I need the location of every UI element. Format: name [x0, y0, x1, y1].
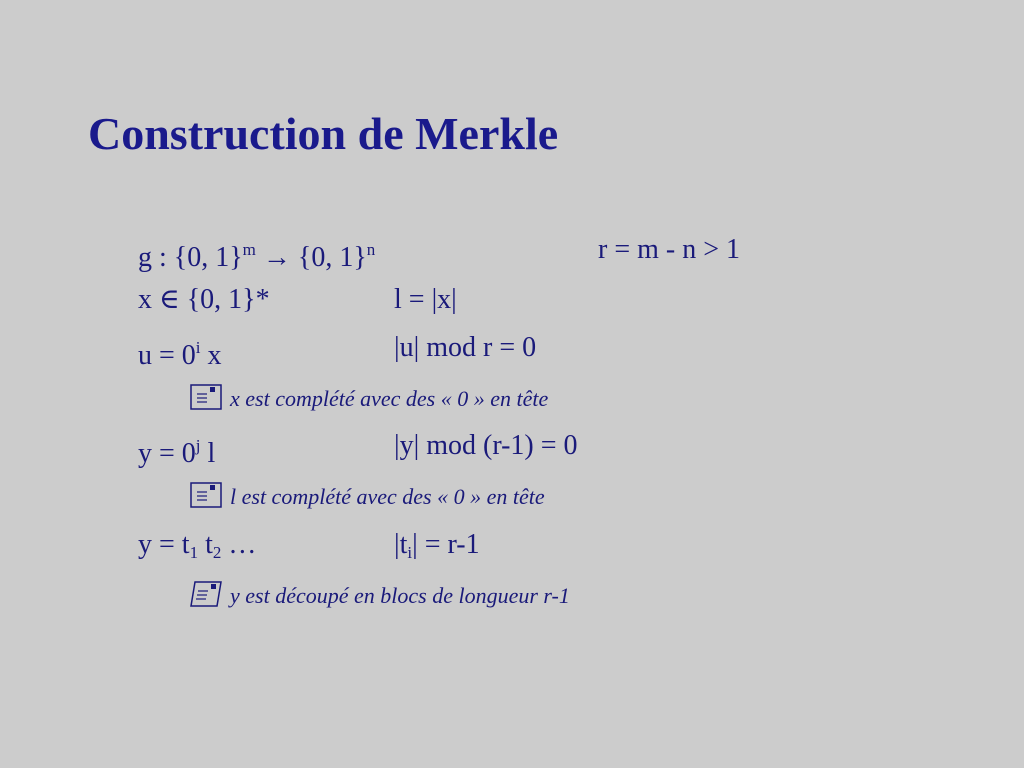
g-def-exp-n: n — [366, 240, 376, 259]
y-def-post: l — [200, 438, 216, 469]
note-x-padding — [190, 383, 548, 415]
block-length-condition — [394, 525, 480, 573]
note-icon — [190, 384, 222, 410]
x-domain: x ∈ {0, 1}* — [138, 284, 270, 315]
g-def-arrow-part: → {0, 1} — [255, 242, 367, 273]
u-def-post: x — [200, 340, 222, 371]
blocks-def-2: t — [198, 529, 213, 560]
y-def-pre: y = 0 — [138, 438, 196, 469]
definition-row-y — [138, 426, 578, 469]
y-def-exp: j — [195, 436, 201, 455]
u-condition: |u| mod r = 0 — [394, 332, 537, 363]
y-condition: |y| mod (r-1) = 0 — [394, 430, 578, 461]
note-y-blocks — [190, 580, 570, 612]
blocks-def-sub1: 1 — [189, 543, 199, 562]
blocks-def-1: y = t — [138, 529, 190, 560]
definition-row-x — [138, 280, 457, 320]
definition-row-blocks — [138, 525, 480, 565]
note-text: x est complété avec des « 0 » en tête — [230, 386, 549, 411]
note-icon — [190, 581, 222, 607]
u-def-pre: u = 0 — [138, 340, 196, 371]
blocks-def-3: … — [221, 529, 257, 560]
definition-row-u — [138, 328, 537, 371]
definition-row-g — [138, 230, 741, 273]
block-length-1: |t — [394, 529, 408, 560]
l-definition: l = |x| — [394, 284, 457, 315]
g-def-part: g : {0, 1} — [138, 242, 243, 273]
u-def-exp: i — [195, 338, 201, 357]
note-l-padding — [190, 481, 545, 513]
note-icon — [190, 482, 222, 508]
blocks-def-sub2: 2 — [212, 543, 222, 562]
block-length-sub: i — [407, 543, 413, 562]
g-def-exp-m: m — [242, 240, 256, 259]
note-text: l est complété avec des « 0 » en tête — [230, 484, 545, 509]
note-text: y est découpé en blocs de longueur r-1 — [230, 583, 570, 608]
slide-title: Construction de Merkle — [88, 108, 559, 159]
block-length-2: | = r-1 — [412, 529, 480, 560]
r-definition: r = m - n > 1 — [598, 234, 741, 265]
